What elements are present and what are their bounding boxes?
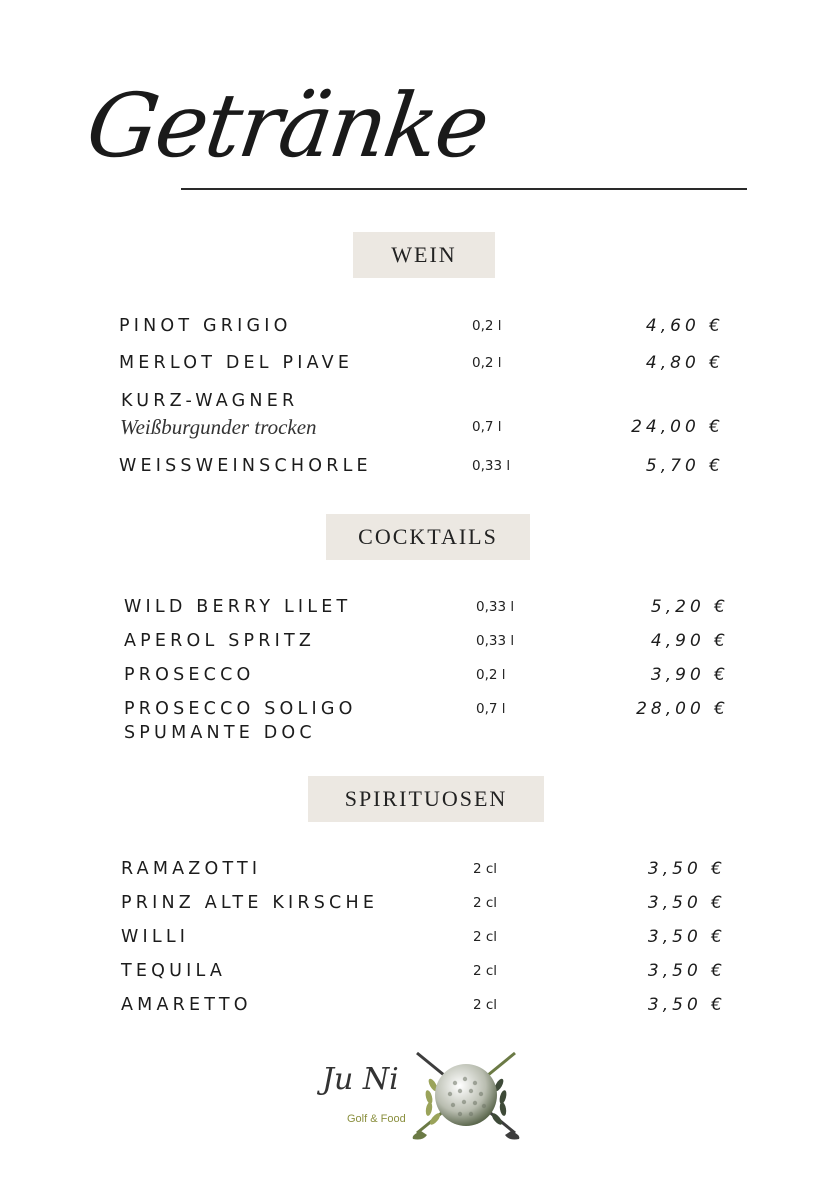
item-price: 3,50 € [647,927,726,947]
item-name: RAMAZOTTI [121,859,262,879]
menu-item [0,927,829,951]
item-name: AMARETTO [121,995,252,1015]
item-price: 3,50 € [647,859,726,879]
item-price: 4,90 € [650,631,729,651]
item-price: 3,50 € [647,995,726,1015]
menu-item [0,316,829,340]
menu-item [0,699,829,743]
item-price: 3,50 € [647,893,726,913]
item-volume: 0,7 l [476,701,506,717]
section-heading-wein: WEIN [353,232,495,278]
page-title: Getränke [80,74,494,177]
item-price: 4,60 € [645,316,724,336]
item-name: WEISSWEINSCHORLE [119,456,372,476]
item-subtitle: Weißburgunder trocken [120,415,317,439]
item-volume: 2 cl [473,861,498,877]
item-volume: 0,2 l [472,355,502,371]
logo-text: Ju Ni [322,1062,399,1097]
item-volume: 2 cl [473,929,498,945]
menu-item [0,961,829,985]
item-price: 24,00 € [631,417,724,437]
item-volume: 0,7 l [472,419,502,435]
item-volume: 0,33 l [476,599,515,615]
item-volume: 2 cl [473,895,498,911]
menu-item [0,893,829,917]
item-price: 4,80 € [645,353,724,373]
item-volume: 0,33 l [472,458,511,474]
item-price: 3,50 € [647,961,726,981]
item-volume: 0,33 l [476,633,515,649]
item-name: PRINZ ALTE KIRSCHE [121,893,379,913]
menu-item [0,631,829,655]
item-volume: 2 cl [473,963,498,979]
item-name-line2: SPUMANTE DOC [124,723,316,743]
menu-item [0,665,829,689]
item-name: TEQUILA [121,961,227,981]
item-name: APEROL SPRITZ [124,631,316,651]
section-heading-cocktails: COCKTAILS [326,514,530,560]
item-name: WILD BERRY LILET [124,597,352,617]
logo-subtitle: Golf & Food [347,1113,406,1125]
menu-item [0,995,829,1019]
title-underline [181,188,747,190]
item-volume: 2 cl [473,997,498,1013]
item-price: 3,90 € [650,665,729,685]
item-price: 5,70 € [645,456,724,476]
item-name: PINOT GRIGIO [119,316,292,336]
item-volume: 0,2 l [476,667,506,683]
menu-item [0,859,829,883]
item-name: MERLOT DEL PIAVE [119,353,354,373]
item-name: WILLI [121,927,190,947]
menu-item [0,456,829,480]
item-price: 5,20 € [650,597,729,617]
menu-item [0,391,829,439]
section-heading-spirituosen: SPIRITUOSEN [308,776,544,822]
item-volume: 0,2 l [472,318,502,334]
item-name: KURZ-WAGNER [121,391,299,411]
item-name: PROSECCO SOLIGO [124,699,357,719]
menu-item [0,353,829,377]
menu-item [0,597,829,621]
item-price: 28,00 € [636,699,729,719]
item-name: PROSECCO [124,665,255,685]
